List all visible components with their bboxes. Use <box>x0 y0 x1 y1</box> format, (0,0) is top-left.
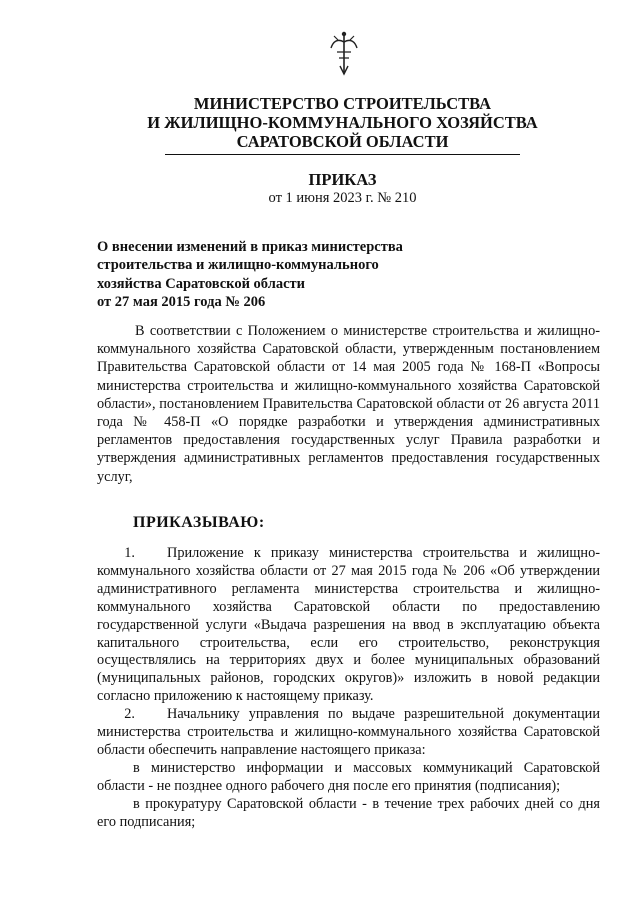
coat-of-arms-icon <box>325 28 363 78</box>
ministry-name <box>100 94 585 151</box>
subject-line-4: от 27 мая 2015 года № 206 <box>97 293 266 310</box>
preamble-paragraph <box>97 322 600 486</box>
ministry-name-line-2: И ЖИЛИЩНО-КОММУНАЛЬНОГО ХОЗЯЙСТВА <box>147 113 538 132</box>
order-item <box>97 545 600 706</box>
item-text: Начальнику управления по выдаче разрешительной документации министерства строительства и жилищно-коммунального хозяйства Саратовской области обеспечить направление настоящего приказа: <box>97 706 600 758</box>
subject-line-1: О внесении изменений в приказ министерства <box>97 239 403 255</box>
order-title: ПРИКАЗ <box>308 170 377 189</box>
subject-line-2: строительства и жилищно-коммунального <box>97 257 379 274</box>
ministry-name-line-3: САРАТОВСКОЙ ОБЛАСТИ <box>236 132 449 151</box>
sub-item: в министерство информации и массовых коммуникаций Саратовской области - не позднее одного рабочего дня после его принятия (подписания); <box>97 759 600 794</box>
item-number: 2. <box>124 706 135 723</box>
order-date: от 1 июня 2023 г. № 210 <box>268 190 417 206</box>
command-heading: ПРИКАЗЫВАЮ: <box>133 514 265 531</box>
preamble-text: В соответствии с Положением о министерстве строительства и жилищно-коммунального хозяйства Саратовской области, утвержденным постановлением Правительства Саратовской области от 14 мая 2005 года № 168-П «Вопросы министерства строительства и жилищно-коммунального хозяйства Саратовской области», постановлением Правительства Саратовской области от 26 августа 2011 года № 458-П «О порядке разработки и утверждения административных регламентов предоставления государственных услуг Правила разработки и утверждения административных регламентов предоставления государственных услуг, <box>97 323 600 485</box>
order-items <box>97 545 600 832</box>
subject-line-3: хозяйства Саратовской области <box>97 275 305 292</box>
order-item <box>97 706 600 760</box>
order-subject <box>97 238 517 311</box>
sub-item: в прокуратуру Саратовской области - в течение трех рабочих дней со дня его подписания; <box>97 795 600 830</box>
item-number: 1. <box>124 545 135 561</box>
ministry-name-line-1: МИНИСТЕРСТВО СТРОИТЕЛЬСТВА <box>193 94 492 113</box>
header-divider <box>165 154 520 155</box>
item-text: Приложение к приказу министерства строительства и жилищно-коммунального хозяйства области от 27 мая 2015 года № 206 «Об утверждении административного регламента министерства строительства и жилищно-коммунального хозяйства Саратовской области по предоставлению государственной услуги «Выдача разрешения на ввод в эксплуатацию объекта капитального строительства, если его строительство, реконструкция осуществлялись на территориях двух и более муниципальных образований (муниципальных районов, городских округов)» изложить в новой редакции согласно приложению к настоящему приказу. <box>97 545 600 705</box>
